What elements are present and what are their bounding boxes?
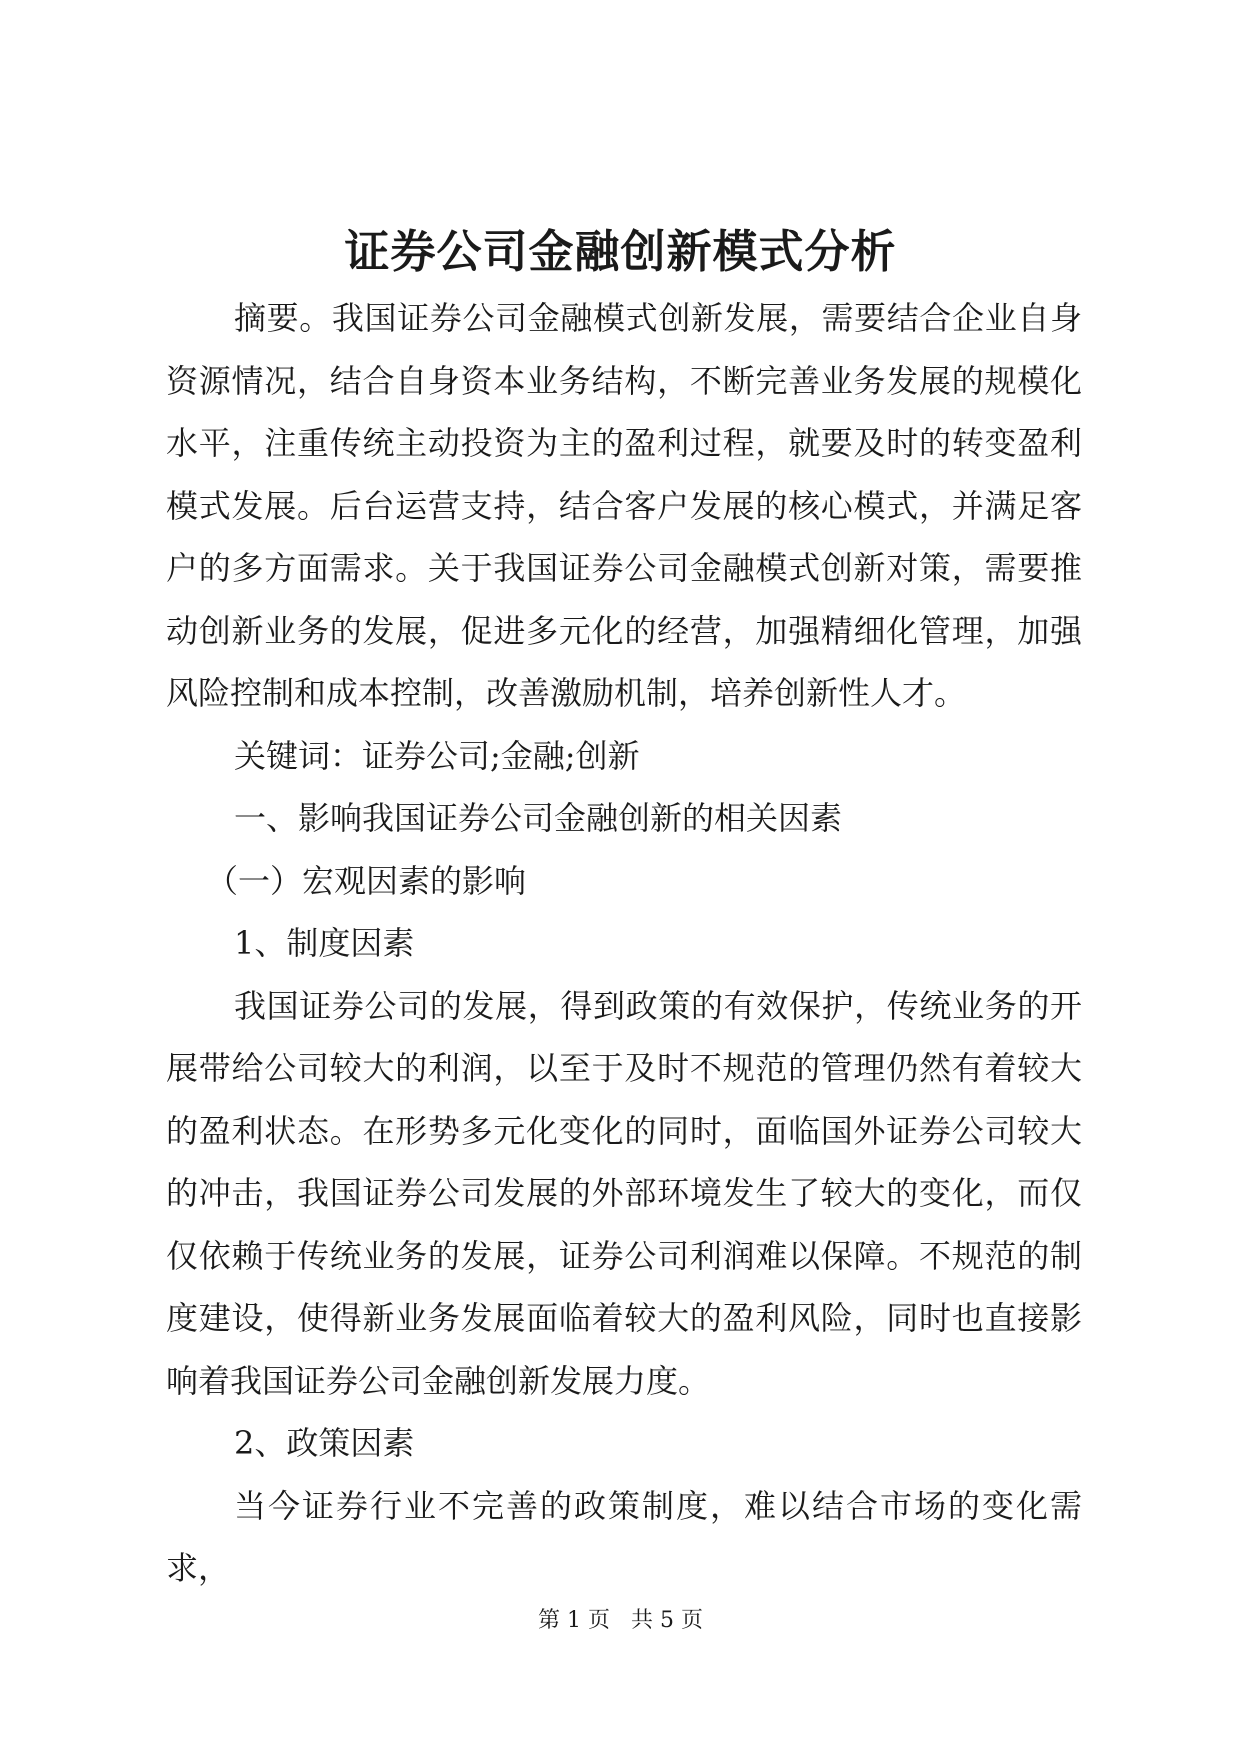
document-body (166, 287, 1082, 1600)
item-heading-2: 2、政策因素 (234, 1424, 415, 1462)
body-paragraph-1: 我国证券公司的发展，得到政策的有效保护，传统业务的开展带给公司较大的利润，以至于及时不规范的管理仍然有着较大的盈利状态。在形势多元化变化的同时，面临国外证券公司较大的冲击，我国证券公司发展的外部环境发生了较大的变化，而仅仅依赖于传统业务的发展，证券公司利润难以保障。不规范的制度建设，使得新业务发展面临着较大的盈利风险，同时也直接影响着我国证券公司金融创新发展力度。 (166, 986, 1082, 1400)
page-number: 第 1 页 共 5 页 (538, 1608, 703, 1633)
subsection-heading-1: （一）宏观因素的影响 (206, 861, 527, 900)
page-footer (0, 1606, 1241, 1636)
section-heading-1: 一、影响我国证券公司金融创新的相关因素 (234, 799, 843, 837)
abstract-paragraph: 摘要。我国证券公司金融模式创新发展，需要结合企业自身资源情况，结合自身资本业务结构，不断完善业务发展的规模化水平，注重传统主动投资为主的盈利过程，就要及时的转变盈利模式发展。后台运营支持，结合客户发展的核心模式，并满足客户的多方面需求。关于我国证券公司金融模式创新对策，需要推动创新业务的发展，促进多元化的经营，加强精细化管理，加强风险控制和成本控制，改善激励机制，培养创新性人才。 (166, 299, 1082, 712)
document-title: 证券公司金融创新模式分析 (344, 225, 897, 278)
keywords-paragraph: 关键词：证券公司;金融;创新 (234, 736, 640, 775)
body-paragraph-2: 当今证券行业不完善的政策制度，难以结合市场的变化需求， (166, 1486, 1082, 1587)
item-heading-1: 1、制度因素 (234, 924, 415, 962)
